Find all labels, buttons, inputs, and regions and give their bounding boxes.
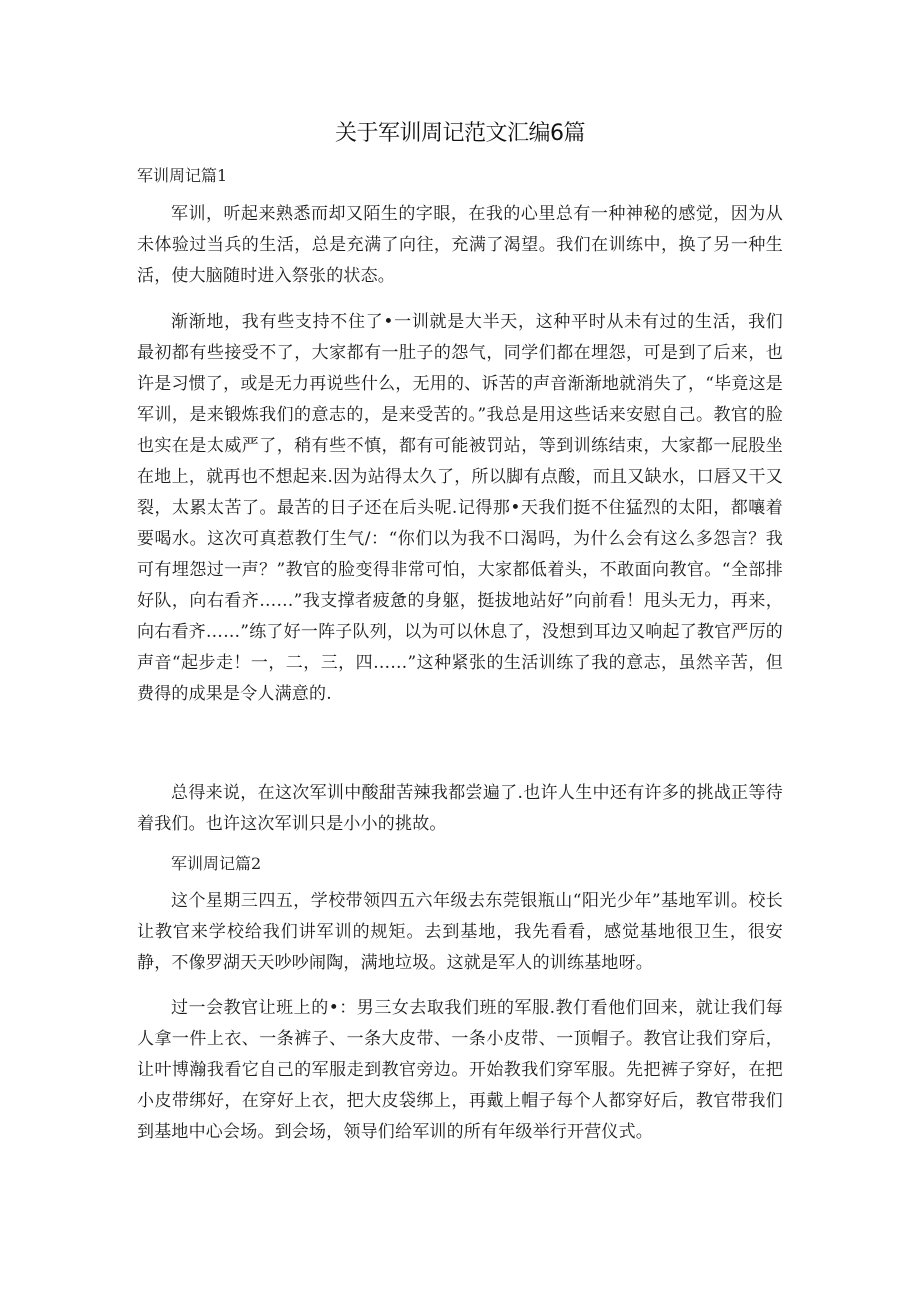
paragraph-1-1: 军训，听起来熟悉而却又陌生的字眼，在我的心里总有一种神秘的感觉，因为从未体验过当兵的生活，总是充满了向往，充满了渴望。我们在训练中，换了另一种生活，使大脑随时进入祭张的状态。 xyxy=(137,204,783,286)
section-heading-1: 军训周记篇1 xyxy=(137,166,228,185)
document-title: 关于军训周记范文汇编6篇 xyxy=(335,121,585,146)
paragraph-1-2: 渐渐地，我有些支持不住了•一训就是大半天，这种平时从未有过的生活，我们最初都有些接受不了，大家都有一肚子的怨气，同学们都在埋怨，可是到了后来，也许是习惯了，或是无力再说些什么，无用的、诉苦的声音渐渐地就消失了，“毕竟这是军训，是来锻炼我们的意志的，是来受苦的。”我总是用这些话来安慰自己。教官的脸也实在是太威严了，稍有些不慎，都有可能被罚站，等到训练结束，大家都一屁股坐在地上，就再也不想起来.因为站得太久了，所以脚有点酸，而且又缺水，口唇又干又裂，太累太苦了。最苦的日子还在后头呢.记得那•天我们挺不住猛烈的太阳，都嚷着要喝水。这次可真惹教仃生气/：“你们以为我不口渴吗，为什么会有这么多怨言？我可有埋怨过一声？”教官的脸变得非常可怕，大家都低着头，不敢面向教官。“全部排好队，向右看齐……”我支撑者疲惫的身躯，挺拔地站好”向前看！甩头无力，再来，向右看齐……”练了好一阵子队列，以为可以休息了，没想到耳边又响起了教官严厉的声音“起步走！一，二，三，四……”这种紧张的生活训练了我的意志，虽然辛苦，但费得的成果是令人满意的. xyxy=(137,312,783,704)
paragraph-2-1: 这个星期三四五，学校带领四五六年级去东莞银瓶山“阳光少年”基地军训。校长让教官来学校给我们讲军训的规矩。去到基地，我先看看，感觉基地很卫生，很安静，不像罗湖天天吵吵闹陶，满地垃圾。这就是军人的训练基地呀。 xyxy=(137,891,783,973)
paragraph-2-2: 过一会教官让班上的•：男三女去取我们班的军服.教仃看他们回来，就让我们每人拿一件上衣、一条裤子、一条大皮带、一条小皮带、一顶帽子。教官让我们穿后，让叶博瀚我看它自己的军服走到教官旁边。开始教我们穿军服。先把裤子穿好，在把小皮带绑好，在穿好上衣，把大皮袋绑上，再戴上帽子每个人都穿好后，教官带我们到基地中心会场。到会场，领导们给军训的所有年级举行开营仪式。 xyxy=(137,998,783,1142)
paragraph-1-3: 总得来说，在这次军训中酸甜苦辣我都尝遍了.也许人生中还有许多的挑战正等待着我们。也许这次军训只是小小的挑故。 xyxy=(137,783,783,834)
section-heading-2: 军训周记篇2 xyxy=(171,854,262,873)
